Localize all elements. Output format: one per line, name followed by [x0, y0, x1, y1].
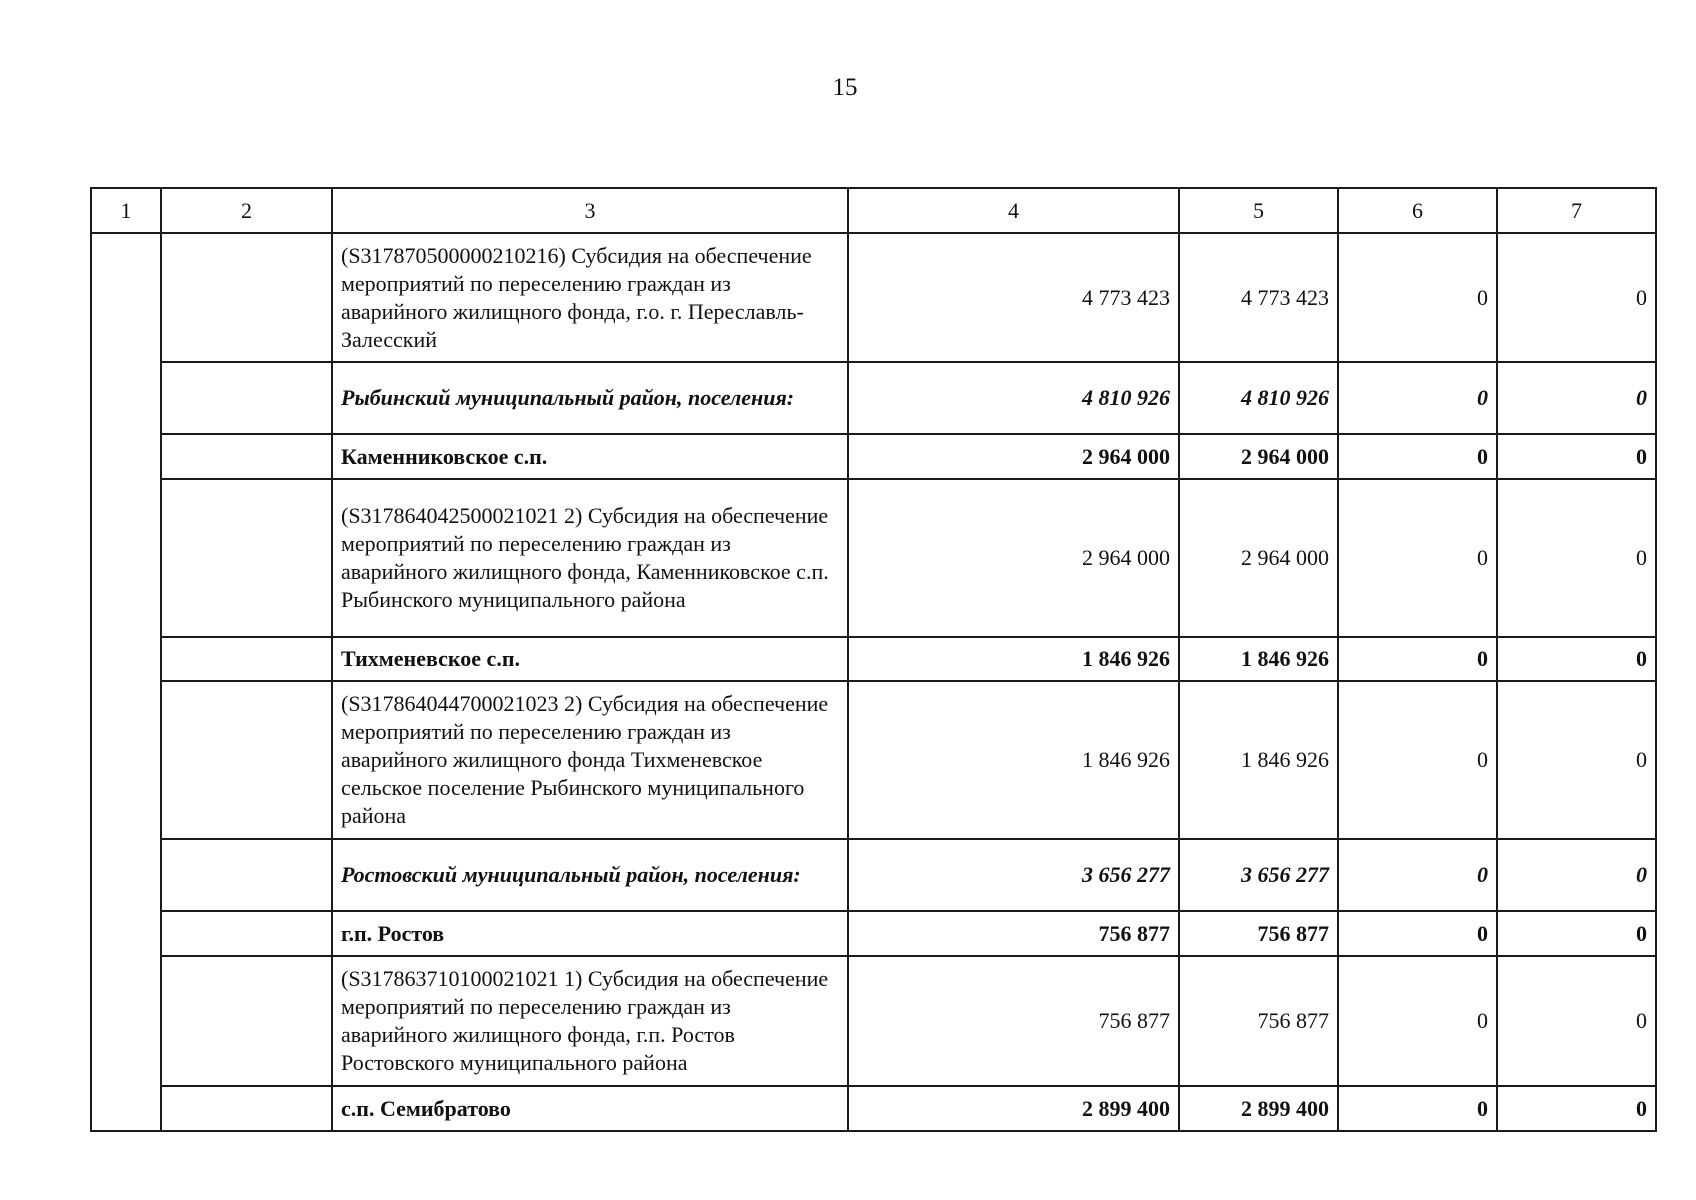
- row-description: (S317864044700021023 2) Субсидия на обеспечение мероприятий по переселению граждан из аварийного жилищного фонда Тихменевское сельское поселение Рыбинского муниципального района: [332, 681, 848, 839]
- col-6-value: 0: [1338, 434, 1497, 479]
- col-4-value: 2 964 000: [848, 479, 1179, 637]
- col-2-cell: [161, 434, 332, 479]
- merged-col-1-cell: [91, 233, 161, 1131]
- col-7-value: 0: [1497, 956, 1656, 1086]
- col-4-value: 4 773 423: [848, 233, 1179, 362]
- table-row: [91, 637, 1656, 681]
- col-5-value: 1 846 926: [1179, 637, 1338, 681]
- row-description: Ростовский муниципальный район, поселения:: [332, 839, 848, 911]
- header-row: [91, 188, 1656, 233]
- row-description: (S317870500000210216) Субсидия на обеспечение мероприятий по переселению граждан из аварийного жилищного фонда, г.о. г. Переславль-Залесский: [332, 233, 848, 362]
- col-2-cell: [161, 233, 332, 362]
- table-row: [91, 911, 1656, 956]
- col-6-value: 0: [1338, 637, 1497, 681]
- col-4-value: 4 810 926: [848, 362, 1179, 434]
- row-description: Тихменевское с.п.: [332, 637, 848, 681]
- col-5-value: 3 656 277: [1179, 839, 1338, 911]
- header-col-7: 7: [1497, 188, 1656, 233]
- table-row: [91, 1086, 1656, 1131]
- col-2-cell: [161, 362, 332, 434]
- col-7-value: 0: [1497, 434, 1656, 479]
- col-7-value: 0: [1497, 637, 1656, 681]
- col-4-value: 3 656 277: [848, 839, 1179, 911]
- col-6-value: 0: [1338, 911, 1497, 956]
- row-description: Каменниковское с.п.: [332, 434, 848, 479]
- col-4-value: 1 846 926: [848, 637, 1179, 681]
- col-5-value: 756 877: [1179, 911, 1338, 956]
- col-7-value: 0: [1497, 479, 1656, 637]
- col-5-value: 2 964 000: [1179, 479, 1338, 637]
- col-5-value: 2 899 400: [1179, 1086, 1338, 1131]
- col-2-cell: [161, 911, 332, 956]
- col-7-value: 0: [1497, 911, 1656, 956]
- header-col-2: 2: [161, 188, 332, 233]
- col-5-value: 4 773 423: [1179, 233, 1338, 362]
- header-col-6: 6: [1338, 188, 1497, 233]
- col-6-value: 0: [1338, 956, 1497, 1086]
- header-col-5: 5: [1179, 188, 1338, 233]
- row-description: Рыбинский муниципальный район, поселения:: [332, 362, 848, 434]
- col-7-value: 0: [1497, 681, 1656, 839]
- col-6-value: 0: [1338, 1086, 1497, 1131]
- col-6-value: 0: [1338, 233, 1497, 362]
- header-col-3: 3: [332, 188, 848, 233]
- col-6-value: 0: [1338, 839, 1497, 911]
- table-row: [91, 434, 1656, 479]
- col-2-cell: [161, 956, 332, 1086]
- table-row: [91, 956, 1656, 1086]
- budget-table: [90, 187, 1657, 1132]
- col-4-value: 1 846 926: [848, 681, 1179, 839]
- col-2-cell: [161, 637, 332, 681]
- col-7-value: 0: [1497, 1086, 1656, 1131]
- col-5-value: 2 964 000: [1179, 434, 1338, 479]
- col-2-cell: [161, 839, 332, 911]
- col-2-cell: [161, 1086, 332, 1131]
- col-4-value: 756 877: [848, 956, 1179, 1086]
- table-row: [91, 362, 1656, 434]
- table-row: [91, 233, 1656, 362]
- col-5-value: 756 877: [1179, 956, 1338, 1086]
- col-4-value: 756 877: [848, 911, 1179, 956]
- col-6-value: 0: [1338, 479, 1497, 637]
- header-col-4: 4: [848, 188, 1179, 233]
- row-description: с.п. Семибратово: [332, 1086, 848, 1131]
- table-row: [91, 839, 1656, 911]
- row-description: (S317863710100021021 1) Субсидия на обеспечение мероприятий по переселению граждан из аварийного жилищного фонда, г.п. Ростов Ростовского муниципального района: [332, 956, 848, 1086]
- row-description: (S317864042500021021 2) Субсидия на обеспечение мероприятий по переселению граждан из аварийного жилищного фонда, Каменниковское с.п. Рыбинского муниципального района: [332, 479, 848, 637]
- table-row: [91, 681, 1656, 839]
- row-description: г.п. Ростов: [332, 911, 848, 956]
- col-6-value: 0: [1338, 681, 1497, 839]
- col-7-value: 0: [1497, 362, 1656, 434]
- col-7-value: 0: [1497, 839, 1656, 911]
- col-4-value: 2 899 400: [848, 1086, 1179, 1131]
- col-2-cell: [161, 479, 332, 637]
- col-6-value: 0: [1338, 362, 1497, 434]
- col-4-value: 2 964 000: [848, 434, 1179, 479]
- col-5-value: 4 810 926: [1179, 362, 1338, 434]
- header-col-1: 1: [91, 188, 161, 233]
- col-2-cell: [161, 681, 332, 839]
- col-7-value: 0: [1497, 233, 1656, 362]
- page-number: 15: [832, 74, 858, 101]
- col-5-value: 1 846 926: [1179, 681, 1338, 839]
- table-row: [91, 479, 1656, 637]
